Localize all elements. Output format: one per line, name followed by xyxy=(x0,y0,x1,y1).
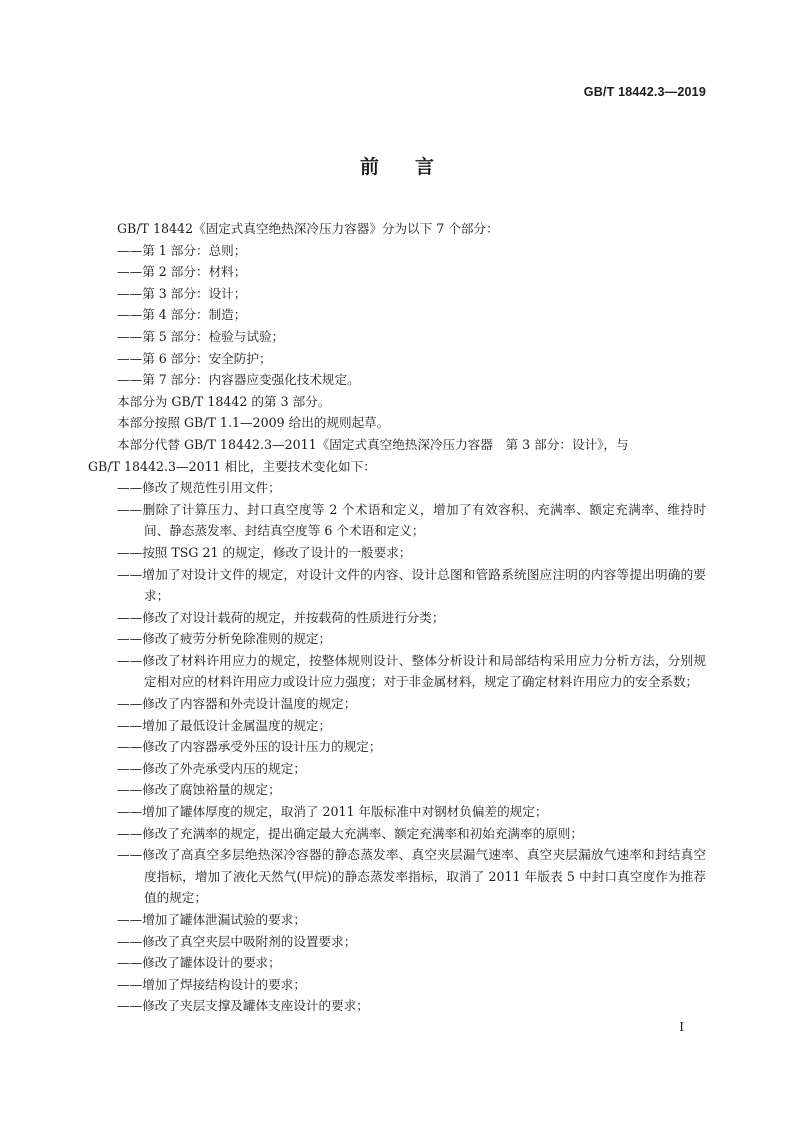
change-item: ——修改了充满率的规定，提出确定最大充满率、额定充满率和初始充满率的原则； xyxy=(117,825,583,841)
change-item: ——修改了内容器承受外压的设计压力的规定； xyxy=(117,739,382,755)
change-item: ——修改了腐蚀裕量的规定； xyxy=(117,782,281,798)
part-list-item: ——第 3 部分：设计； xyxy=(117,285,247,301)
replaces-statement-line1: 本部分代替 GB/T 18442.3—2011《固定式真空绝热深冷压力容器 第 3 部分：设计》，与 xyxy=(117,436,629,452)
part-list-item: ——第 7 部分：内容器应变强化技术规定。 xyxy=(117,372,360,388)
change-item: ——增加了罐体厚度的规定，取消了 2011 年版标准中对钢材负偏差的规定； xyxy=(117,804,548,820)
change-item: ——修改了外壳承受内压的规定； xyxy=(117,760,306,776)
part-list-item: ——第 2 部分：材料； xyxy=(117,264,247,280)
change-item: ——修改了罐体设计的要求； xyxy=(117,955,281,971)
series-intro: GB/T 18442《固定式真空绝热深冷压力容器》分为以下 7 个部分： xyxy=(117,221,499,236)
change-item: ——修改了真空夹层中吸附剂的设置要求； xyxy=(117,933,357,949)
replaces-statement-line2: GB/T 18442.3—2011 相比，主要技术变化如下： xyxy=(88,458,376,474)
page-number: I xyxy=(679,1020,684,1034)
part-list-item: ——第 4 部分：制造； xyxy=(117,307,247,323)
drafting-rules-statement: 本部分按照 GB/T 1.1—2009 给出的规则起草。 xyxy=(117,415,390,431)
change-item: ——增加了焊接结构设计的要求； xyxy=(117,976,306,992)
change-item: ——增加了最低设计金属温度的规定； xyxy=(117,717,332,733)
change-item: ——修改了内容器和外壳设计温度的规定； xyxy=(117,696,357,712)
part-list-item: ——第 5 部分：检验与试验； xyxy=(117,328,285,344)
change-item: ——修改了材料许用应力的规定，按整体规则设计、整体分析设计和局部结构采用应力分析方法，分别规定相对应的材料许用应力或设计应力强度；对于非金属材料，规定了确定材料许用应力的安全系数； xyxy=(117,652,706,690)
change-item: ——增加了对设计文件的规定，对设计文件的内容、设计总图和管路系统图应注明的内容等提出明确的要求； xyxy=(117,566,706,604)
change-item: ——修改了对设计载荷的规定，并按载荷的性质进行分类； xyxy=(117,609,445,625)
standard-number: GB/T 18442.3—2019 xyxy=(583,85,706,99)
change-item: ——修改了疲劳分析免除准则的规定； xyxy=(117,631,332,647)
change-item: ——按照 TSG 21 的规定，修改了设计的一般要求； xyxy=(117,544,412,560)
part-list-item: ——第 1 部分：总则； xyxy=(117,242,247,258)
change-item: ——修改了高真空多层绝热深冷容器的静态蒸发率、真空夹层漏气速率、真空夹层漏放气速率和封结真空度指标，增加了液化天然气(甲烷)的静态蒸发率指标，取消了 2011 年版表 5 中封口真空度作为推荐值的规定； xyxy=(117,847,706,906)
change-item: ——增加了罐体泄漏试验的要求； xyxy=(117,912,306,927)
change-item: ——修改了夹层支撑及罐体支座设计的要求； xyxy=(117,998,369,1014)
page-title: 前言 xyxy=(359,156,470,178)
this-part-statement: 本部分为 GB/T 18442 的第 3 部分。 xyxy=(117,393,331,409)
preface-body xyxy=(88,218,706,1017)
change-item: ——修改了规范性引用文件； xyxy=(117,480,281,496)
change-item: ——删除了计算压力、封口真空度等 2 个术语和定义，增加了有效容积、充满率、额定充满率、维持时间、静态蒸发率、封结真空度等 6 个术语和定义； xyxy=(117,501,706,539)
part-list-item: ——第 6 部分：安全防护； xyxy=(117,350,272,366)
